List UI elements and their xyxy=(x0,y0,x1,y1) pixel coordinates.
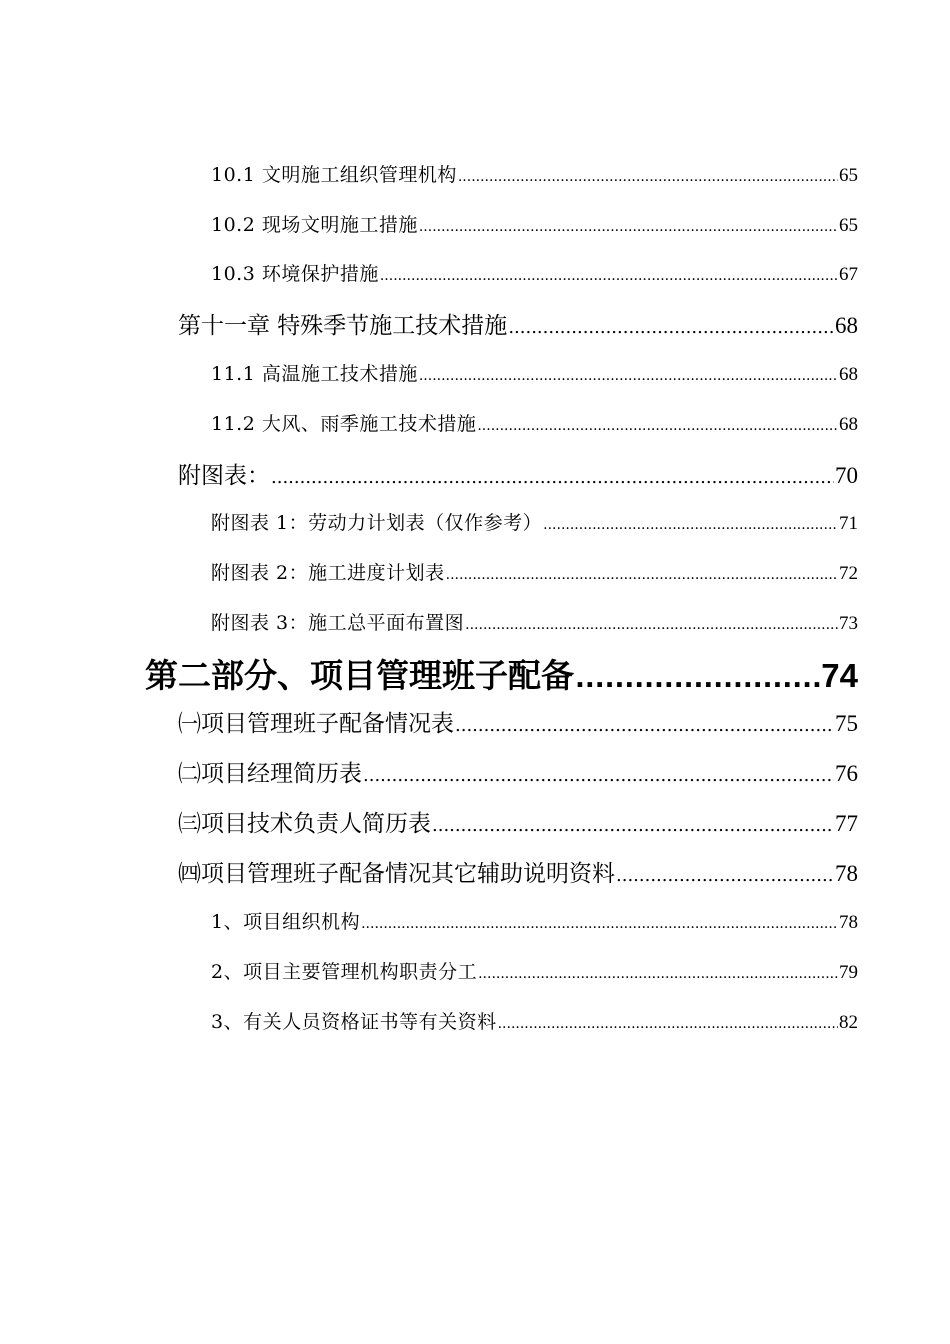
toc-page-number: 68 xyxy=(835,313,858,337)
toc-entry-title: 3、有关人员资格证书等有关资料 xyxy=(211,1011,497,1033)
toc-entry-title: 1、项目组织机构 xyxy=(211,911,361,933)
toc-page-number: 76 xyxy=(835,761,858,785)
toc-entry-title: 11.1 高温施工技术措施 xyxy=(211,363,418,385)
toc-entry[interactable] xyxy=(211,259,858,285)
toc-dot-leader xyxy=(498,1016,838,1032)
toc-page-number: 82 xyxy=(839,1012,858,1033)
toc-dot-leader xyxy=(508,317,834,337)
toc-page-number: 67 xyxy=(839,264,858,285)
toc-dot-leader xyxy=(419,219,838,235)
toc-entry-title: 10.1 文明施工组织管理机构 xyxy=(211,164,457,186)
toc-dot-leader xyxy=(478,966,838,982)
toc-entry-title: ㈣项目管理班子配备情况其它辅助说明资料 xyxy=(178,861,615,885)
toc-dot-leader xyxy=(458,169,838,185)
toc-entry-title: 10.3 环境保护措施 xyxy=(211,263,379,285)
toc-page-number: 77 xyxy=(835,811,858,835)
toc-entry[interactable] xyxy=(211,907,858,933)
toc-entry-title: ㈢项目技术负责人简历表 xyxy=(178,811,431,835)
toc-page-number: 73 xyxy=(839,613,858,634)
toc-dot-leader xyxy=(543,517,838,533)
toc-dot-leader xyxy=(380,268,838,284)
toc-entry[interactable] xyxy=(211,508,858,534)
toc-dot-leader xyxy=(465,617,838,633)
toc-entry[interactable] xyxy=(211,409,858,435)
toc-dot-leader xyxy=(363,765,834,785)
toc-page-number: 74 xyxy=(821,657,858,692)
toc-entry[interactable] xyxy=(211,608,858,634)
toc-page-number: 71 xyxy=(839,513,858,534)
toc-dot-leader xyxy=(477,418,838,434)
toc-page-number: 75 xyxy=(835,711,858,735)
toc-entry-title: 附图表： xyxy=(178,463,270,487)
toc-chapter-entry[interactable] xyxy=(178,805,858,835)
toc-page-number: 79 xyxy=(839,962,858,983)
toc-dot-leader xyxy=(575,664,820,692)
toc-dot-leader xyxy=(432,815,834,835)
toc-chapter-entry[interactable] xyxy=(178,855,858,885)
toc-part-entry[interactable] xyxy=(145,650,858,692)
toc-dot-leader xyxy=(419,368,838,384)
toc-entry-title: 附图表 1：劳动力计划表（仅作参考） xyxy=(211,512,543,534)
toc-dot-leader xyxy=(616,865,834,885)
toc-entry[interactable] xyxy=(211,1007,858,1033)
toc-page-number: 68 xyxy=(839,414,858,435)
toc-dot-leader xyxy=(361,916,838,932)
toc-entry-title: ㈠项目管理班子配备情况表 xyxy=(178,711,454,735)
toc-entry-title: 附图表 2：施工进度计划表 xyxy=(211,562,445,584)
toc-entry-title: 附图表 3：施工总平面布置图 xyxy=(211,612,465,634)
toc-entry[interactable] xyxy=(211,160,858,186)
toc-dot-leader xyxy=(271,467,834,487)
toc-entry-title: 2、项目主要管理机构职责分工 xyxy=(211,961,478,983)
toc-dot-leader xyxy=(455,715,834,735)
toc-entry-title: 第十一章 特殊季节施工技术措施 xyxy=(178,313,508,337)
toc-chapter-entry[interactable] xyxy=(178,705,858,735)
toc-entry-title: 10.2 现场文明施工措施 xyxy=(211,214,418,236)
toc-page-number: 78 xyxy=(835,861,858,885)
toc-entry-title: ㈡项目经理简历表 xyxy=(178,761,362,785)
toc-chapter-entry[interactable] xyxy=(178,457,858,487)
toc-entry[interactable] xyxy=(211,359,858,385)
toc-chapter-entry[interactable] xyxy=(178,755,858,785)
toc-page-number: 72 xyxy=(839,563,858,584)
toc-page-number: 78 xyxy=(839,912,858,933)
toc-entry[interactable] xyxy=(211,957,858,983)
toc-dot-leader xyxy=(446,567,838,583)
toc-chapter-entry[interactable] xyxy=(178,307,858,337)
toc-entry-title: 11.2 大风、雨季施工技术措施 xyxy=(211,413,477,435)
toc-page-number: 65 xyxy=(839,215,858,236)
toc-entry[interactable] xyxy=(211,558,858,584)
toc-page-number: 68 xyxy=(839,364,858,385)
toc-page-number: 65 xyxy=(839,165,858,186)
toc-entry-title: 第二部分、项目管理班子配备 xyxy=(145,656,574,692)
toc-page-number: 70 xyxy=(835,463,858,487)
toc-entry[interactable] xyxy=(211,210,858,236)
